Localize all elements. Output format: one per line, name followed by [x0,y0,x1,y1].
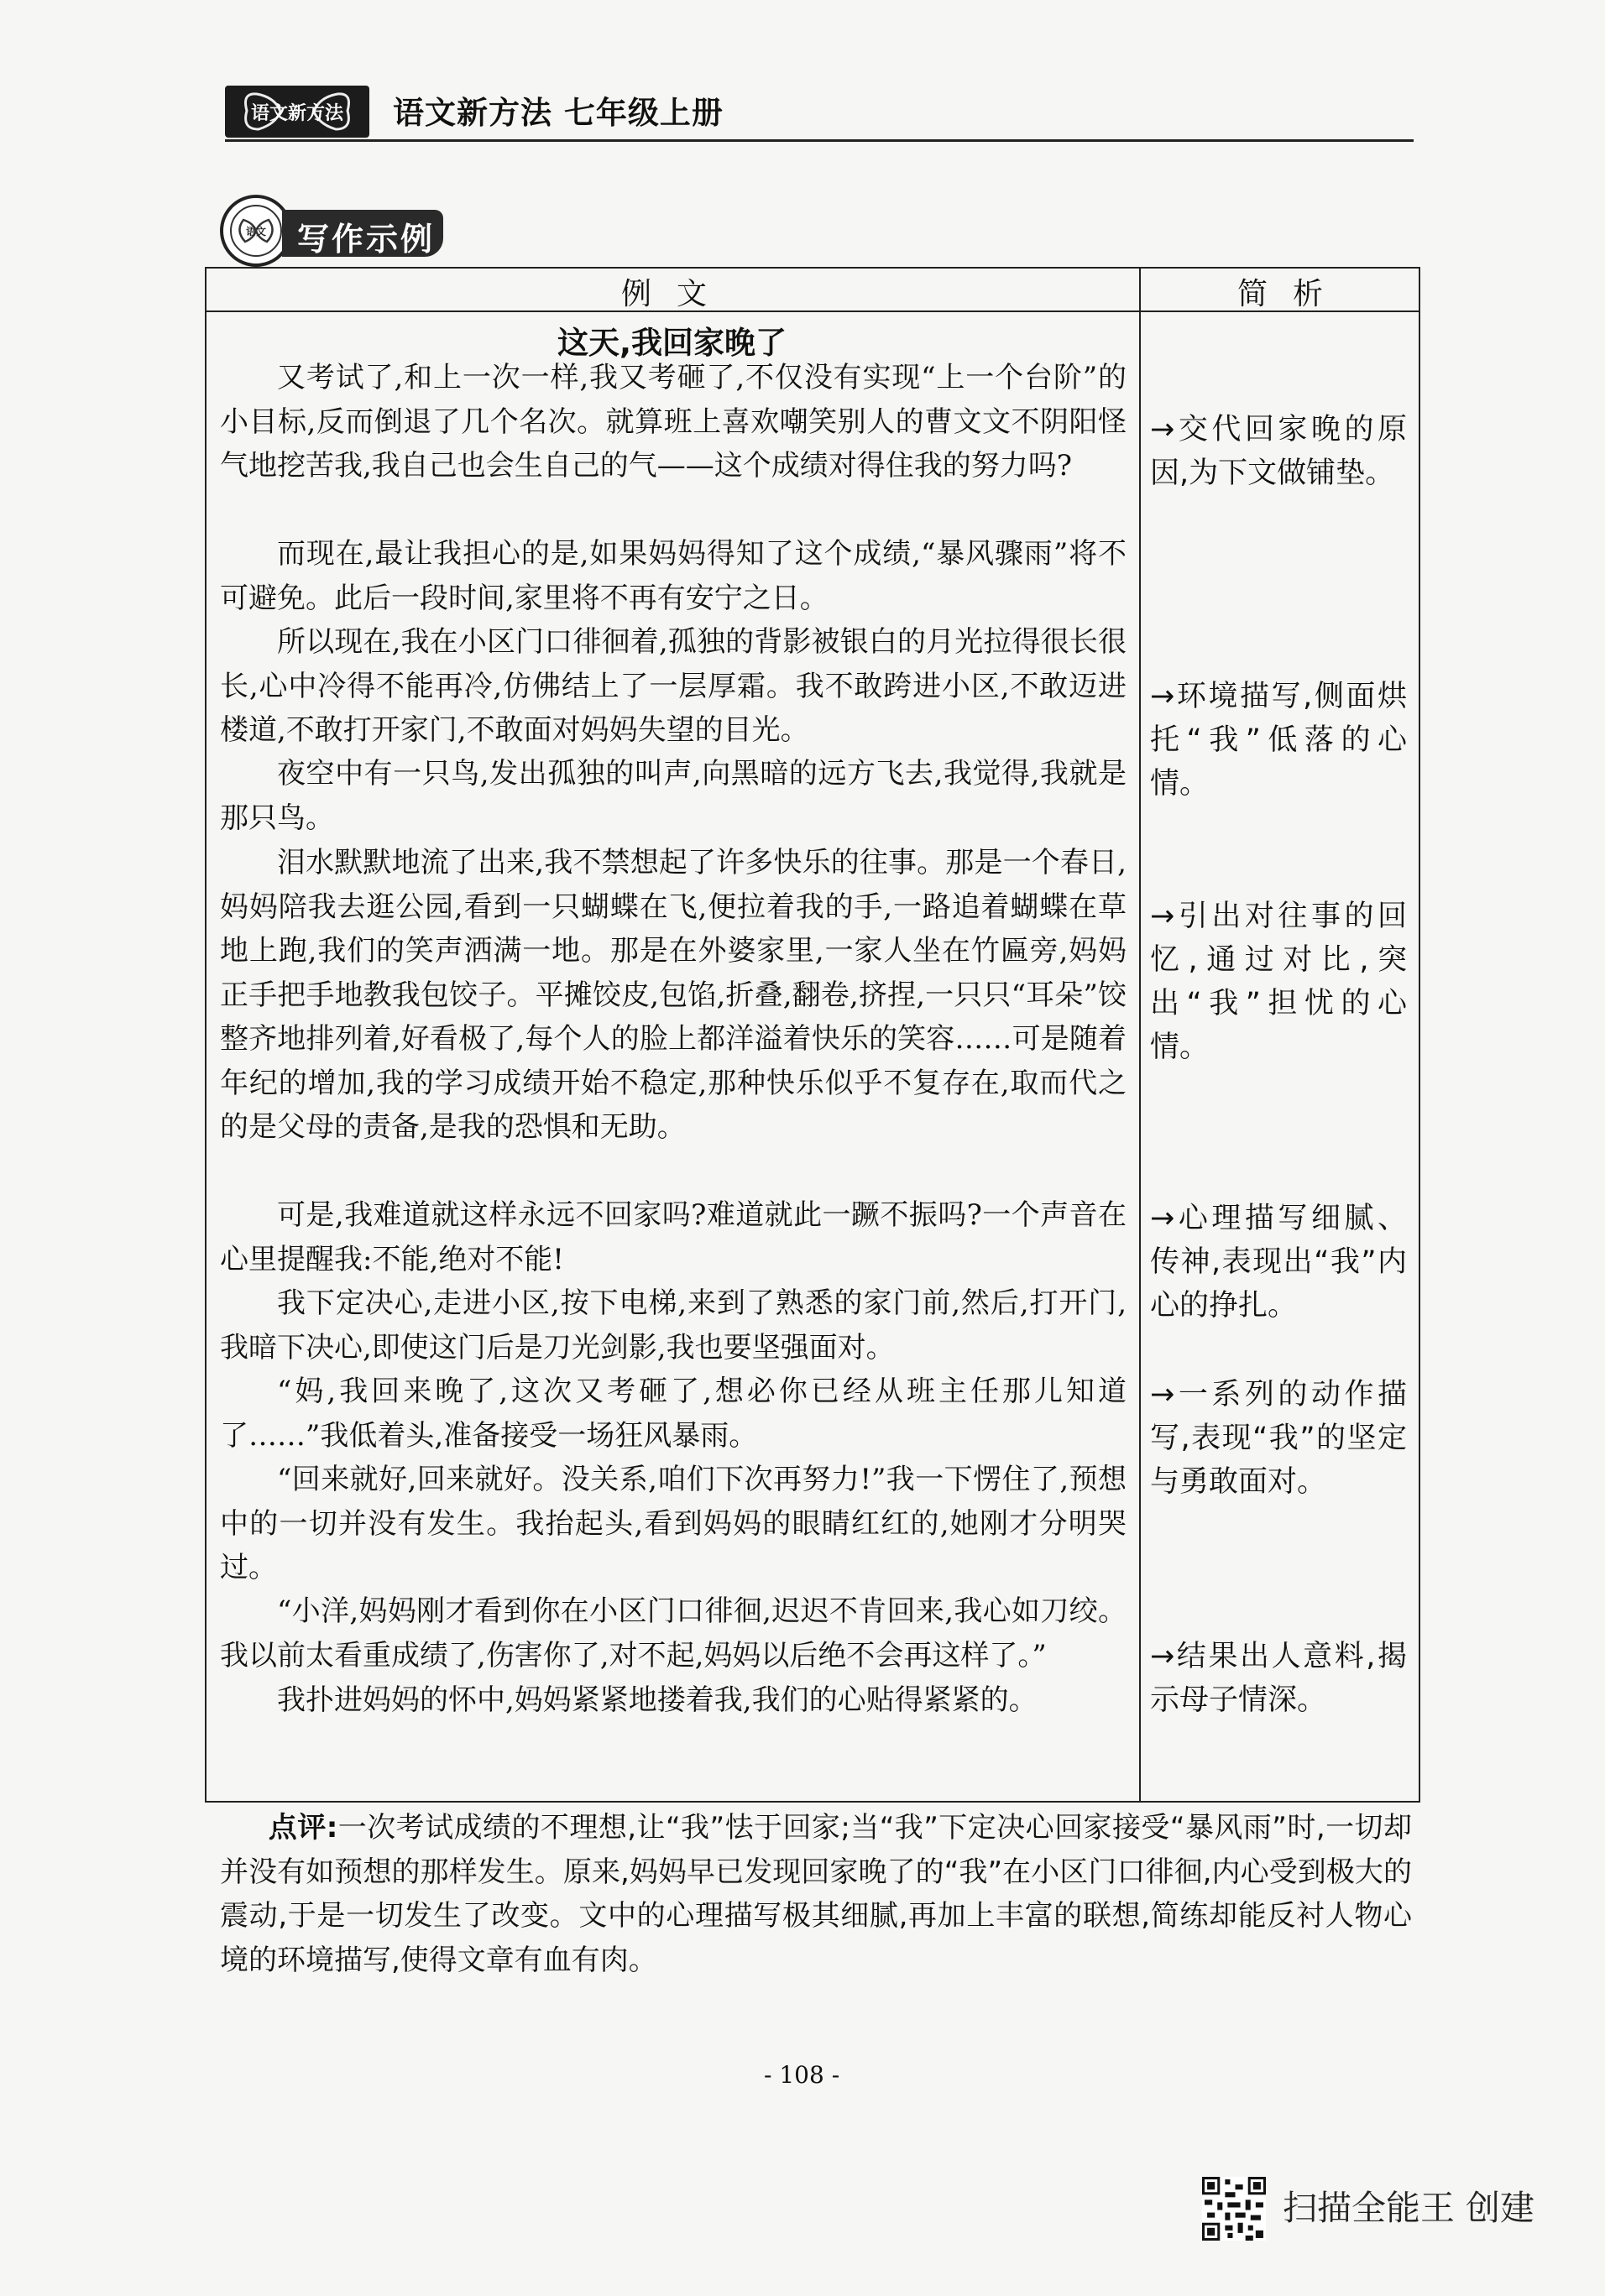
table-column-divider [1139,267,1141,1803]
qr-code-icon [1202,2177,1266,2241]
column-header-example: 例文 [621,277,733,311]
essay-paragraph: 泪水默默地流了出来,我不禁想起了许多快乐的往事。那是一个春日,妈妈陪我去逛公园,看到一只蝴蝶在飞,便拉着我的手,一路追着蝴蝶在草地上跑,我们的笑声洒满一地。那是在外婆家里,一家人坐在竹匾旁,妈妈正手把手地教我包饺子。平摊饺皮,包馅,折叠,翻卷,挤捏,一只只“耳朵”饺整齐地排列着,好看极了,每个人的脸上都洋溢着快乐的笑容……可是随着年纪的增加,我的学习成绩开始不稳定,那种快乐似乎不复存在,取而代之的是父母的责备,是我的恐惧和无助。 [220,846,1127,1144]
essay-paragraph: 我扑进妈妈的怀中,妈妈紧紧地搂着我,我们的心贴得紧紧的。 [277,1683,1038,1717]
section-title: 写作示例 [297,221,436,258]
analysis-note: →一系列的动作描写,表现“我”的坚定与勇敢面对。 [1150,1378,1407,1499]
essay-paragraph: 夜空中有一只鸟,发出孤独的叫声,向黑暗的远方飞去,我觉得,我就是那只鸟。 [220,757,1127,835]
review-label: 点评: [268,1811,338,1845]
essay-paragraph: 可是,我难道就这样永远不回家吗?难道就此一蹶不振吗?一个声音在心里提醒我:不能,绝对不能! [220,1198,1127,1276]
analysis-note: →交代回家晚的原因,为下文做铺垫。 [1150,413,1407,490]
book-title: 语文新方法 七年级上册 [393,95,724,131]
essay-paragraph: 我下定决心,走进小区,按下电梯,来到了熟悉的家门前,然后,打开门,我暗下决心,即使这门后是刀光剑影,我也要坚强面对。 [220,1286,1127,1365]
header-divider [225,139,1414,142]
badge-logo-text: 语文 [245,226,267,237]
essay-paragraph: “妈,我回来晚了,这次又考砸了,想必你已经从班主任那儿知道了……”我低着头,准备接受一场狂风暴雨。 [220,1375,1127,1453]
analysis-note: →引出对往事的回忆,通过对比,突出“我”担忧的心情。 [1150,900,1407,1064]
analysis-note: →环境描写,侧面烘托“我”低落的心情。 [1150,680,1407,801]
essay-title: 这天,我回家晚了 [557,325,787,361]
essay-paragraph: 而现在,最让我担心的是,如果妈妈得知了这个成绩,“暴风骤雨”将不可避免。此后一段时间,家里将不再有安宁之日。 [220,537,1127,615]
review-comment [220,1806,1412,1982]
logo-text: 语文新方法 [250,102,344,123]
review-text: 一次考试成绩的不理想,让“我”怯于回家;当“我”下定决心回家接受“暴风雨”时,一切却并没有如预想的那样发生。原来,妈妈早已发现回家晚了的“我”在小区门口徘徊,内心受到极大的震动,于是一切发生了改变。文中的心理描写极其细腻,再加上丰富的联想,简练却能反衬人物心境的环境描写,使得文章有血有肉。 [220,1811,1412,1977]
butterfly-logo-icon [225,86,369,138]
analysis-note: →结果出人意料,揭示母子情深。 [1150,1640,1407,1717]
analysis-note: →心理描写细腻、传神,表现出“我”内心的挣扎。 [1150,1202,1407,1323]
butterfly-emblem-icon [228,203,284,258]
page-number: - 108 - [764,2061,840,2089]
essay-paragraph: 又考试了,和上一次一样,我又考砸了,不仅没有实现“上一个台阶”的小目标,反而倒退了几个名次。就算班上喜欢嘲笑别人的曹文文不阴阳怪气地挖苦我,我自己也会生自己的气——这个成绩对得住我的努力吗? [220,361,1127,483]
essay-paragraph: 所以现在,我在小区门口徘徊着,孤独的背影被银白的月光拉得很长很长,心中冷得不能再冷,仿佛结上了一层厚霜。我不敢跨进小区,不敢迈进楼道,不敢打开家门,不敢面对妈妈失望的目光。 [220,625,1127,747]
essay-paragraph: “小洋,妈妈刚才看到你在小区门口徘徊,迟迟不肯回来,我心如刀绞。我以前太看重成绩了,伤害你了,对不起,妈妈以后绝不会再这样了。” [220,1594,1127,1672]
scanner-watermark: 扫描全能王 创建 [1283,2188,1535,2228]
book-logo [225,86,369,138]
column-header-analysis: 简析 [1237,277,1349,311]
essay-paragraph: “回来就好,回来就好。没关系,咱们下次再努力!”我一下愣住了,预想中的一切并没有发生。我抬起头,看到妈妈的眼睛红红的,她刚才分明哭过。 [220,1463,1127,1584]
